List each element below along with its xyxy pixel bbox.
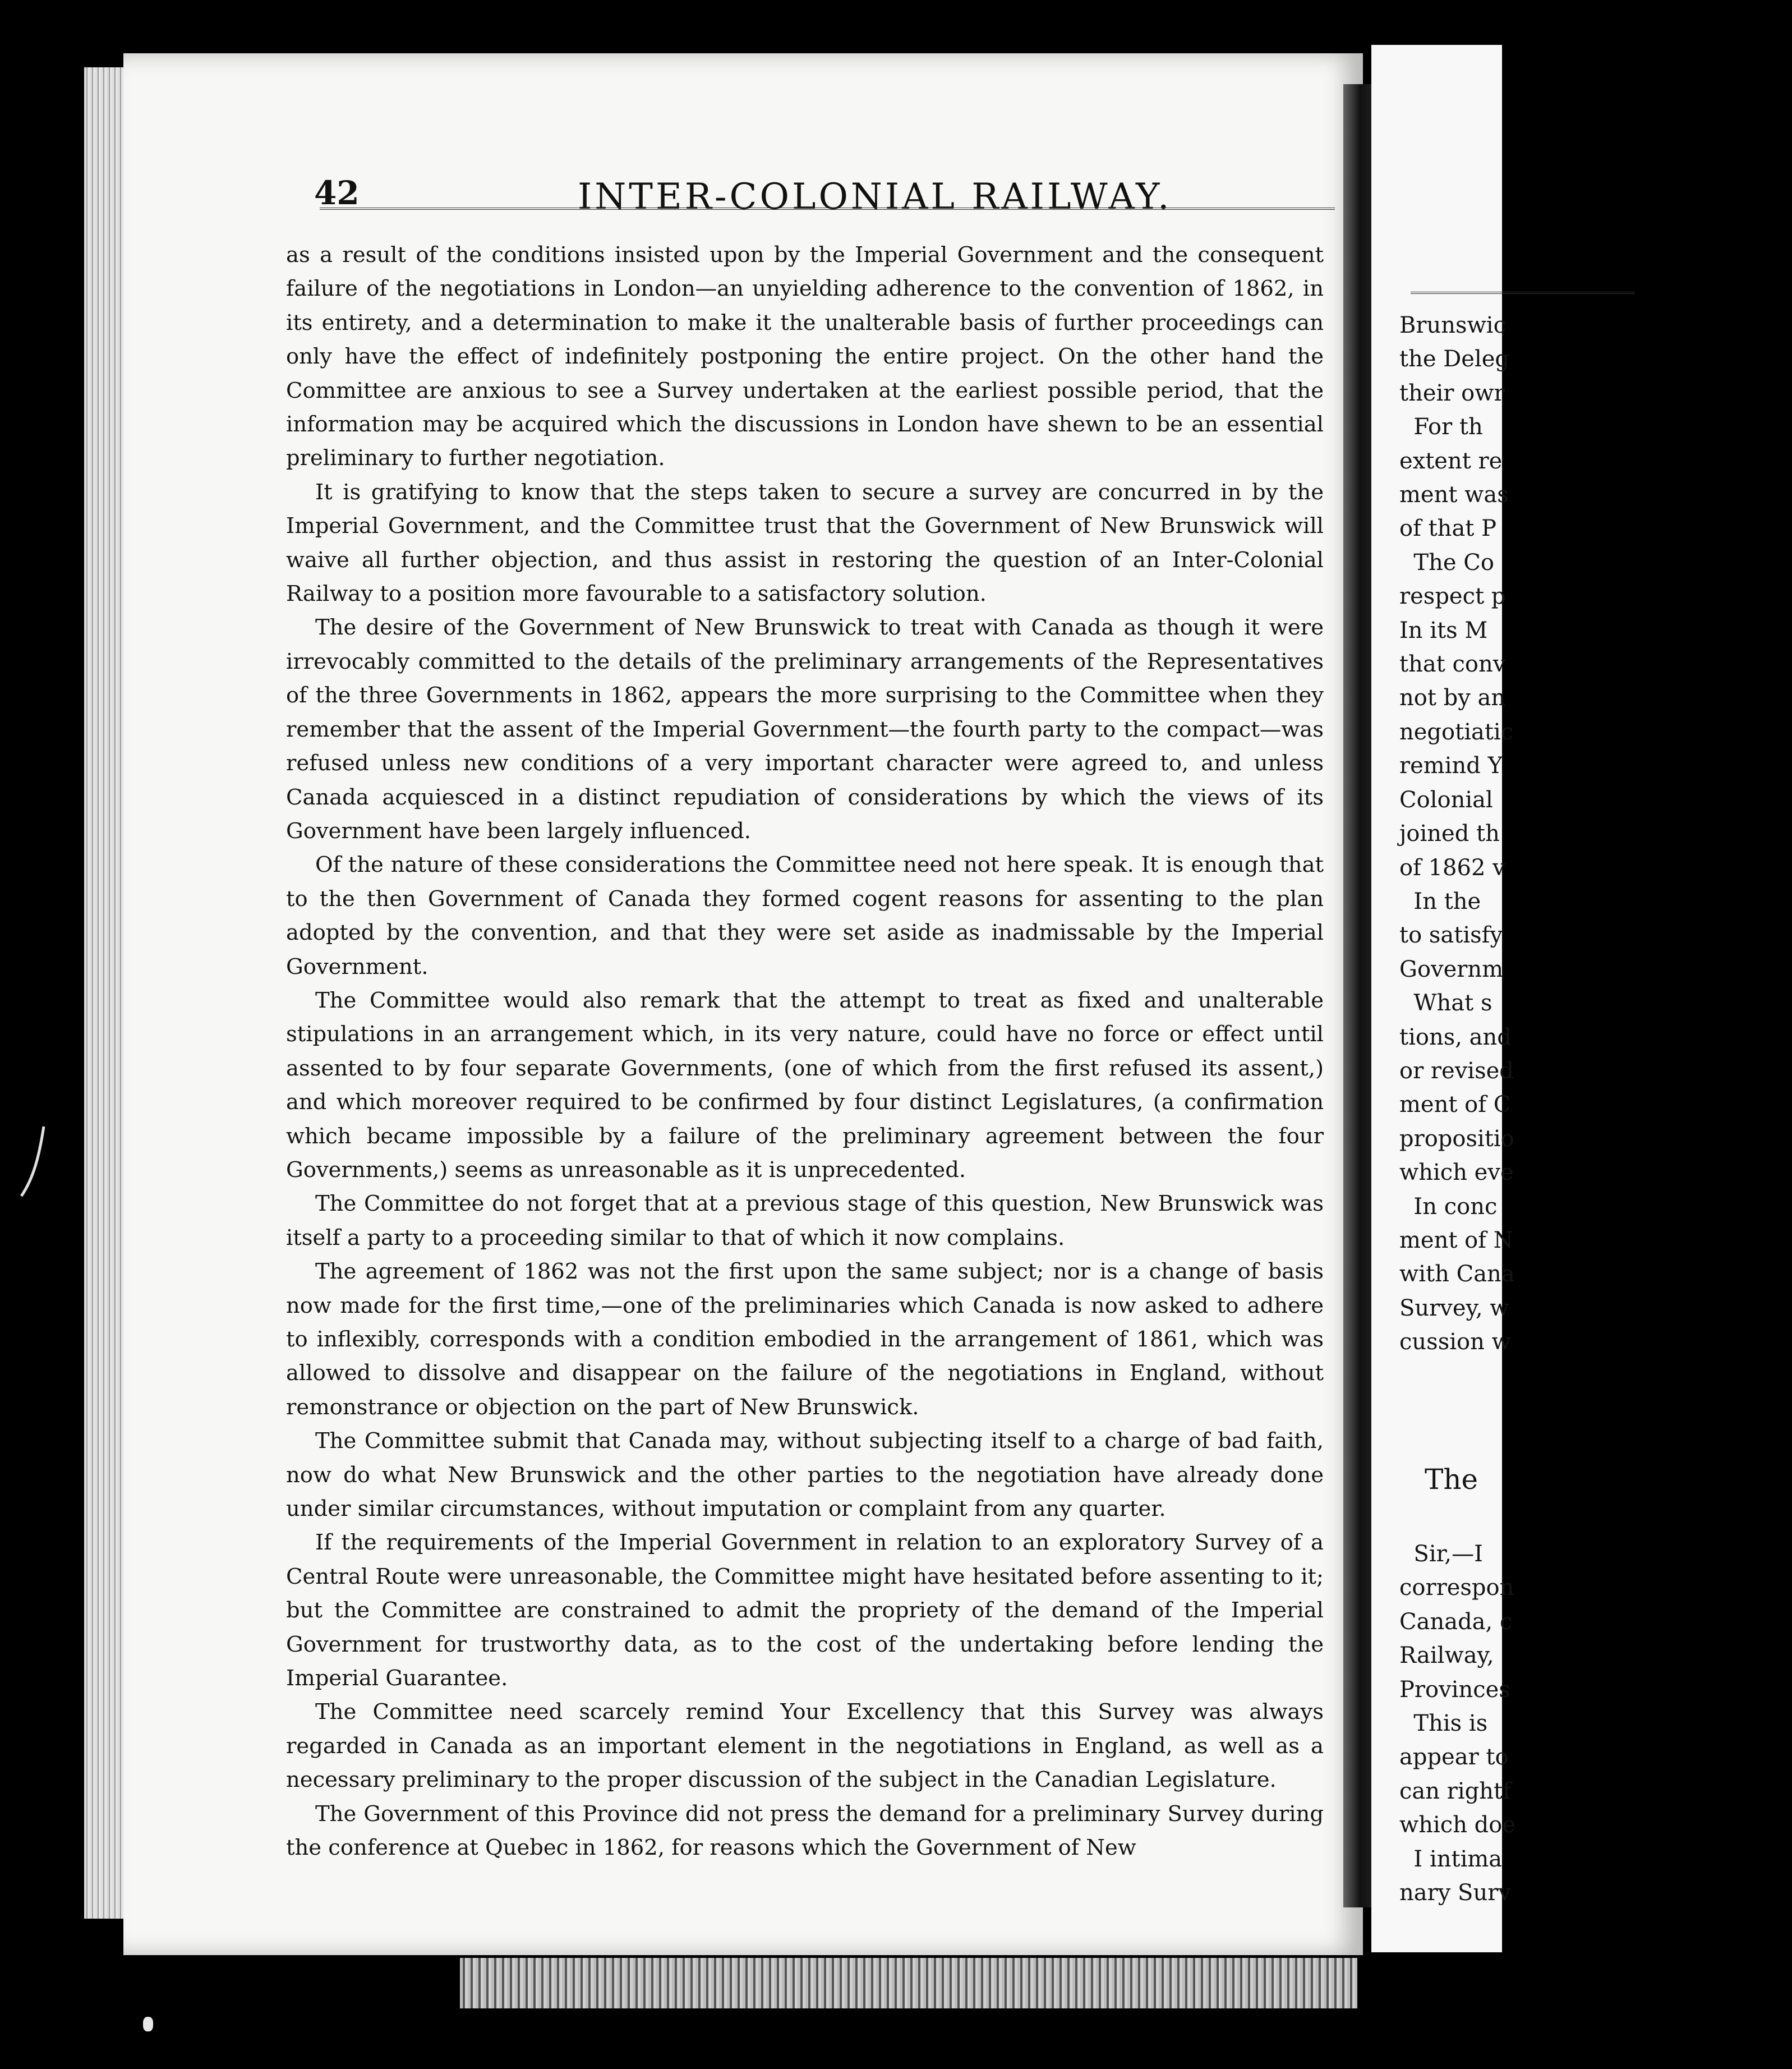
right-page-line: with Cana (1399, 1261, 1515, 1288)
page-number: 42 (314, 174, 360, 212)
right-page-line: ment of C (1399, 1092, 1511, 1118)
paragraph: Of the nature of these considerations the Committee need not here speak. It is enough that to the then Government of Canada they formed cogent reasons for assenting to the plan adopted by the convention, and that they were set aside as inadmissable by the Imperial Government. (286, 852, 1324, 980)
right-page-line: Brunswic (1399, 312, 1506, 338)
paragraph: The Government of this Province did not press the demand for a preliminary Survey during the conference at Quebec in 1862, for reasons which the Government of New (286, 1801, 1324, 1861)
right-page-line: of 1862 v (1399, 854, 1505, 881)
body-text (286, 238, 1324, 1865)
right-page-line: Provinces (1399, 1676, 1510, 1703)
right-page-line: the Deleg (1399, 346, 1510, 373)
paragraph: The Committee would also remark that the attempt to treat as fixed and unalterable stipulations in an arrangement which, in its very nature, could have no force or effect until assented to by four separate Governments, (one of which from the first refused its assent,) and which moreover required to be confirmed by four distinct Legislatures, (a confirmation which became impossible by a failure of the preliminary agreement between the four Governments,) seems as unreasonable as it is unprecedented. (286, 987, 1324, 1183)
right-page-line: Survey, w (1399, 1295, 1509, 1321)
right-page-line: which eve (1399, 1160, 1514, 1186)
right-page-line: that conv (1399, 651, 1506, 678)
right-page-line: propositio (1399, 1125, 1514, 1152)
right-page-line: The Co (1399, 549, 1494, 576)
right-page-line: to satisfy (1399, 922, 1503, 949)
scan-mark (17, 1122, 50, 1201)
book-bottom-edge (460, 1958, 1357, 2008)
paragraph: If the requirements of the Imperial Government in relation to an exploratory Survey of a Central Route were unreasonable, the Committee might have hesitated before assenting to it; but the Committee are constrained to admit the propriety of the demand of the Imperial Government for trustworthy data, as to the cost of the undertaking before lending the Imperial Guarantee. (286, 1530, 1324, 1691)
right-page-line: joined th (1399, 821, 1500, 847)
right-page-line: What s (1399, 990, 1492, 1017)
paragraph: as a result of the conditions insisted upon by the Imperial Government and the consequent failure of the negotiations in London—an unyielding adherence to the convention of 1862, in its entirety, and a determination to make it the unalterable basis of further proceedings can only have the effect of indefinitely postponing the entire project. On the other hand the Committee are anxious to see a Survey undertaken at the earliest possible period, that the information may be acquired which the discussions in London have shewn to be an essential preliminary to further negotiation. (286, 242, 1324, 471)
right-page-text (1399, 309, 1792, 1359)
right-page-line: For th (1399, 414, 1483, 440)
scan-speck (143, 2017, 153, 2031)
right-page-line: Railway, (1399, 1643, 1494, 1669)
right-page-lower-text (1399, 1537, 1792, 1910)
paragraph: The agreement of 1862 was not the first upon the same subject; nor is a change of basis now made for the first time,—one of the preliminaries which Canada is now asked to adhere to inflexibly, corresponds with a condition embodied in the arrangement of 1861, which was allowed to dissolve and disappear on the failure of the negotiations in England, without remonstrance or objection on the part of New Brunswick. (286, 1259, 1324, 1420)
right-page-line: their owr (1399, 380, 1505, 406)
right-page-line: Colonial (1399, 787, 1493, 813)
right-page-line: In the (1399, 888, 1481, 914)
right-page-line: Governm (1399, 956, 1504, 982)
right-page-line: Sir,—I (1399, 1541, 1483, 1567)
paragraph: The desire of the Government of New Brunswick to treat with Canada as though it were irrevocably committed to the details of the preliminary arrangements of the Representatives of the three Governments in 1862, appears the more surprising to the Committee when they remember that the assent of the Imperial Government—the fourth party to the compact—was refused unless new conditions of a very important character were agreed to, and unless Canada acquiesced in a distinct repudiation of considerations by which the views of its Government have been largely influenced. (286, 615, 1324, 844)
right-page-line: which doe (1399, 1812, 1516, 1838)
right-page-line: can rightf (1399, 1778, 1511, 1804)
right-page-line: appear to (1399, 1744, 1509, 1771)
paragraph: It is gratifying to know that the steps taken to secure a survey are concurred in by the Imperial Government, and the Committee trust that the Government of New Brunswick will waive all further objection, and thus assist in restoring the question of an Inter-Colonial Railway to a position more favourable to a satisfactory solution. (286, 479, 1324, 607)
paragraph: The Committee submit that Canada may, without subjecting itself to a charge of bad faith, now do what New Brunswick and the other parties to the negotiation have already done under similar circumstances, without imputation or complaint from any quarter. (286, 1428, 1324, 1522)
right-page-heading: The (1425, 1463, 1478, 1496)
right-page-line: cussion w (1399, 1329, 1511, 1355)
page-header (314, 168, 1324, 230)
right-page-line: remind Y (1399, 753, 1503, 779)
right-page-line: ment was (1399, 482, 1509, 508)
paragraph: The Committee need scarcely remind Your Excellency that this Survey was always regarded in Canada as an important element in the negotiations in England, as well as a necessary preliminary to the proper discussion of the subject in the Canadian Legislature. (286, 1699, 1324, 1793)
right-page-line: correspon (1399, 1575, 1514, 1601)
right-page-line: extent re (1399, 448, 1503, 474)
book-page-edges (84, 67, 129, 1919)
right-page-line: not by an (1399, 685, 1506, 711)
right-page-line: I intima (1399, 1846, 1503, 1872)
right-page-line: respect p (1399, 583, 1506, 610)
paragraph: The Committee do not forget that at a previous stage of this question, New Brunswick was itself a party to a proceeding similar to that of which it now complains. (286, 1191, 1324, 1250)
right-page-line: of that P (1399, 516, 1496, 542)
right-page (1371, 45, 1516, 1952)
right-page-line: negotiatic (1399, 719, 1514, 745)
right-page-line: In its M (1399, 617, 1488, 643)
right-page-line: or revised (1399, 1058, 1514, 1084)
right-page-line: Canada, c (1399, 1608, 1513, 1635)
right-page-line: This is (1399, 1711, 1488, 1737)
right-page-line: nary Surv (1399, 1880, 1511, 1906)
right-page-line: tions, and (1399, 1024, 1512, 1050)
right-page-line: In conc (1399, 1193, 1498, 1220)
right-page-line: ment of N (1399, 1227, 1513, 1253)
running-title: INTER-COLONIAL RAILWAY. (578, 176, 1172, 218)
header-rule (320, 208, 1335, 210)
right-page-rule (1411, 292, 1635, 294)
